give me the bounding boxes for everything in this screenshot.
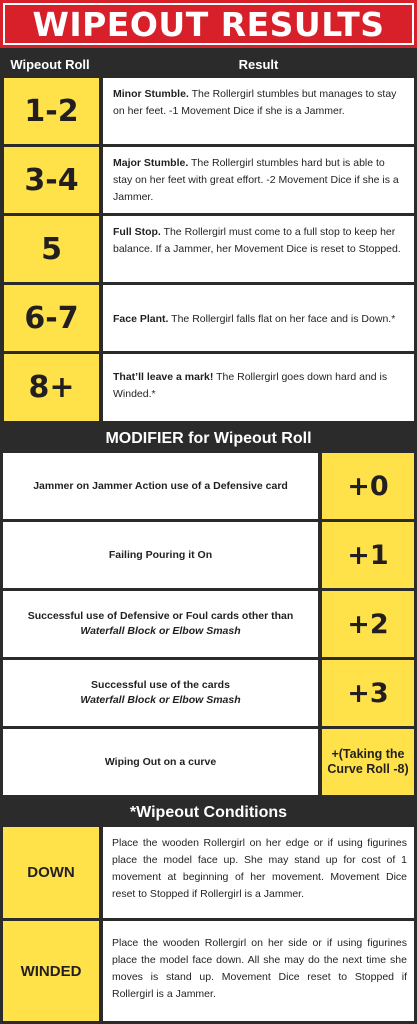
roll-row-1	[0, 78, 417, 147]
condition-text: Place the wooden Rollergirl on her edge or if using figurines place the model face up. She may stand up for cost of 1 movement at beginning of her movement. Movement Dice reset to Stopped if Rollergirl is a Jammer.	[103, 827, 414, 918]
modifier-line1: Wiping Out on a curve	[104, 755, 217, 768]
roll-value: 1-2	[4, 78, 99, 144]
result-lead: Face Plant.	[113, 313, 169, 325]
condition-row-winded	[0, 921, 417, 1024]
title-bar	[0, 0, 417, 50]
modifier-line1: Successful use of Defensive or Foul cards other than	[27, 610, 294, 622]
modifier-row-2	[0, 522, 417, 591]
roll-result	[103, 147, 414, 213]
modifier-description	[3, 522, 318, 588]
modifier-line2: Waterfall Block or Elbow Smash	[80, 694, 241, 706]
page-title: WIPEOUT RESULTS	[32, 4, 385, 44]
roll-value: 5	[4, 216, 99, 282]
modifier-line2: Waterfall Block or Elbow Smash	[80, 625, 241, 637]
condition-text: Place the wooden Rollergirl on her side or if using figurines place the model face down. All she may do the next time she moves is stand up. Movement Dice reset to Stopped if Rollergirl is a Jammer.	[103, 921, 414, 1021]
result-text: The Rollergirl goes down hard and is Winded.*	[113, 371, 388, 400]
column-header-roll: Wipeout Roll	[10, 57, 90, 72]
roll-row-2	[0, 147, 417, 216]
condition-row-down	[0, 827, 417, 921]
roll-result	[103, 78, 414, 144]
modifier-line1: Jammer on Jammer Action use of a Defensive card	[33, 479, 288, 492]
modifier-value: +2	[322, 591, 414, 657]
roll-value: 6-7	[4, 285, 99, 351]
result-text: The Rollergirl must come to a full stop to keep her balance. If a Jammer, her Movement Dice is reset to Stopped.	[113, 226, 401, 255]
roll-result	[103, 285, 414, 351]
result-text: The Rollergirl stumbles hard but is able to stay on her feet with great effort. -2 Movement Dice if she is a Jammer.	[113, 157, 399, 203]
column-header	[0, 52, 417, 78]
result-lead: Full Stop.	[113, 226, 161, 238]
modifier-line1: Successful use of the cards	[91, 679, 230, 691]
roll-row-3	[0, 216, 417, 285]
modifier-value: +1	[322, 522, 414, 588]
modifier-row-4	[0, 660, 417, 729]
roll-value: 8+	[4, 354, 99, 421]
column-header-result: Result	[238, 57, 279, 72]
result-text: The Rollergirl stumbles but manages to stay on her feet. -1 Movement Dice if she is a Jammer.	[113, 88, 397, 117]
roll-value: 3-4	[4, 147, 99, 213]
conditions-header: *Wipeout Conditions	[0, 798, 417, 827]
modifier-description	[3, 453, 318, 519]
result-lead: That’ll leave a mark!	[113, 371, 214, 383]
modifier-description	[3, 591, 318, 657]
roll-result	[103, 216, 414, 282]
result-lead: Minor Stumble.	[113, 88, 189, 100]
result-lead: Major Stumble.	[113, 157, 189, 169]
modifier-row-3	[0, 591, 417, 660]
modifier-value: +(Taking the Curve Roll -8)	[322, 729, 414, 795]
modifier-value: +0	[322, 453, 414, 519]
condition-label: DOWN	[3, 827, 99, 918]
modifier-description	[3, 729, 318, 795]
modifier-line1: Failing Pouring it On	[108, 548, 213, 561]
roll-row-4	[0, 285, 417, 354]
result-text: The Rollergirl falls flat on her face and is Down.*	[168, 313, 396, 325]
modifier-row-5	[0, 729, 417, 798]
modifier-value: +3	[322, 660, 414, 726]
modifier-description	[3, 660, 318, 726]
modifier-header: MODIFIER for Wipeout Roll	[0, 424, 417, 453]
title-frame	[3, 3, 414, 45]
roll-result	[103, 354, 414, 421]
condition-label: WINDED	[3, 921, 99, 1021]
roll-row-5	[0, 354, 417, 424]
modifier-row-1	[0, 453, 417, 522]
